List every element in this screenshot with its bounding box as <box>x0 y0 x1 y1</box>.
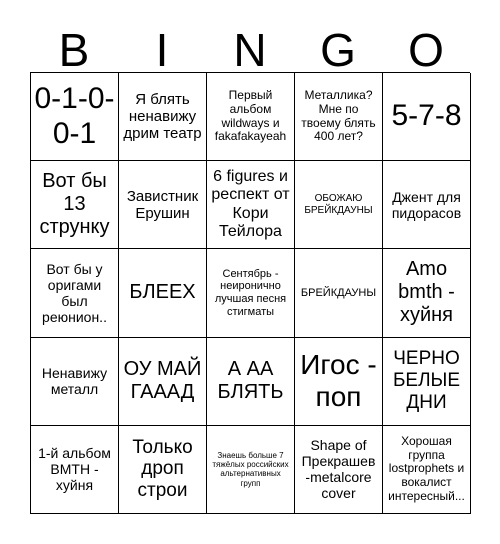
bingo-cell[interactable]: БРЕЙКДАУНЫ <box>295 249 383 337</box>
bingo-cell[interactable]: А АА БЛЯТЬ <box>207 338 295 426</box>
bingo-cell[interactable]: Вот бы 13 струнку <box>31 161 119 249</box>
header-letter-i: I <box>155 24 169 76</box>
bingo-cell[interactable]: БЛЕЕХ <box>119 249 207 337</box>
bingo-cell[interactable]: Ненавижу металл <box>31 338 119 426</box>
header-letter-g: G <box>320 24 356 76</box>
bingo-cell[interactable]: Только дроп строи <box>119 426 207 514</box>
bingo-cell[interactable]: Первый альбом wildways и fakafakayeah <box>207 73 295 161</box>
bingo-grid <box>30 72 470 514</box>
bingo-cell[interactable]: ОУ МАЙ ГАААД <box>119 338 207 426</box>
bingo-cell[interactable]: Игос - поп <box>295 338 383 426</box>
header-letter-n: N <box>233 24 267 76</box>
bingo-cell[interactable]: ЧЕРНО БЕЛЫЕ ДНИ <box>383 338 471 426</box>
bingo-cell[interactable]: 5-7-8 <box>383 73 471 161</box>
bingo-cell[interactable]: Знаешь больше 7 тяжёлых российских альтернативных групп <box>207 426 295 514</box>
bingo-cell[interactable]: Хорошая группа lostprophets и вокалист интересный... <box>383 426 471 514</box>
bingo-cell[interactable]: Amo bmth - хуйня <box>383 249 471 337</box>
bingo-cell[interactable]: Завистник Ерушин <box>119 161 207 249</box>
bingo-cell[interactable]: Сентябрь - неиронично лучшая песня стигматы <box>207 249 295 337</box>
bingo-cell[interactable]: Металлика? Мне по твоему блять 400 лет? <box>295 73 383 161</box>
bingo-cell[interactable]: Я блять ненавижу дрим театр <box>119 73 207 161</box>
bingo-cell[interactable]: 6 figures и респект от Кори Тейлора <box>207 161 295 249</box>
bingo-cell[interactable]: Вот бы у оригами был реюнион.. <box>31 249 119 337</box>
bingo-cell[interactable]: 1-й альбом BMTH - хуйня <box>31 426 119 514</box>
header-letter-b: B <box>58 24 90 76</box>
bingo-header <box>30 20 470 80</box>
bingo-cell[interactable]: Джент для пидорасов <box>383 161 471 249</box>
bingo-cell[interactable]: Shape of Прекрашев -metalcore cover <box>295 426 383 514</box>
bingo-cell[interactable]: ОБОЖАЮ БРЕЙКДАУНЫ <box>295 161 383 249</box>
header-letter-o: O <box>408 24 444 76</box>
bingo-cell[interactable]: 0-1-0-0-1 <box>31 73 119 161</box>
